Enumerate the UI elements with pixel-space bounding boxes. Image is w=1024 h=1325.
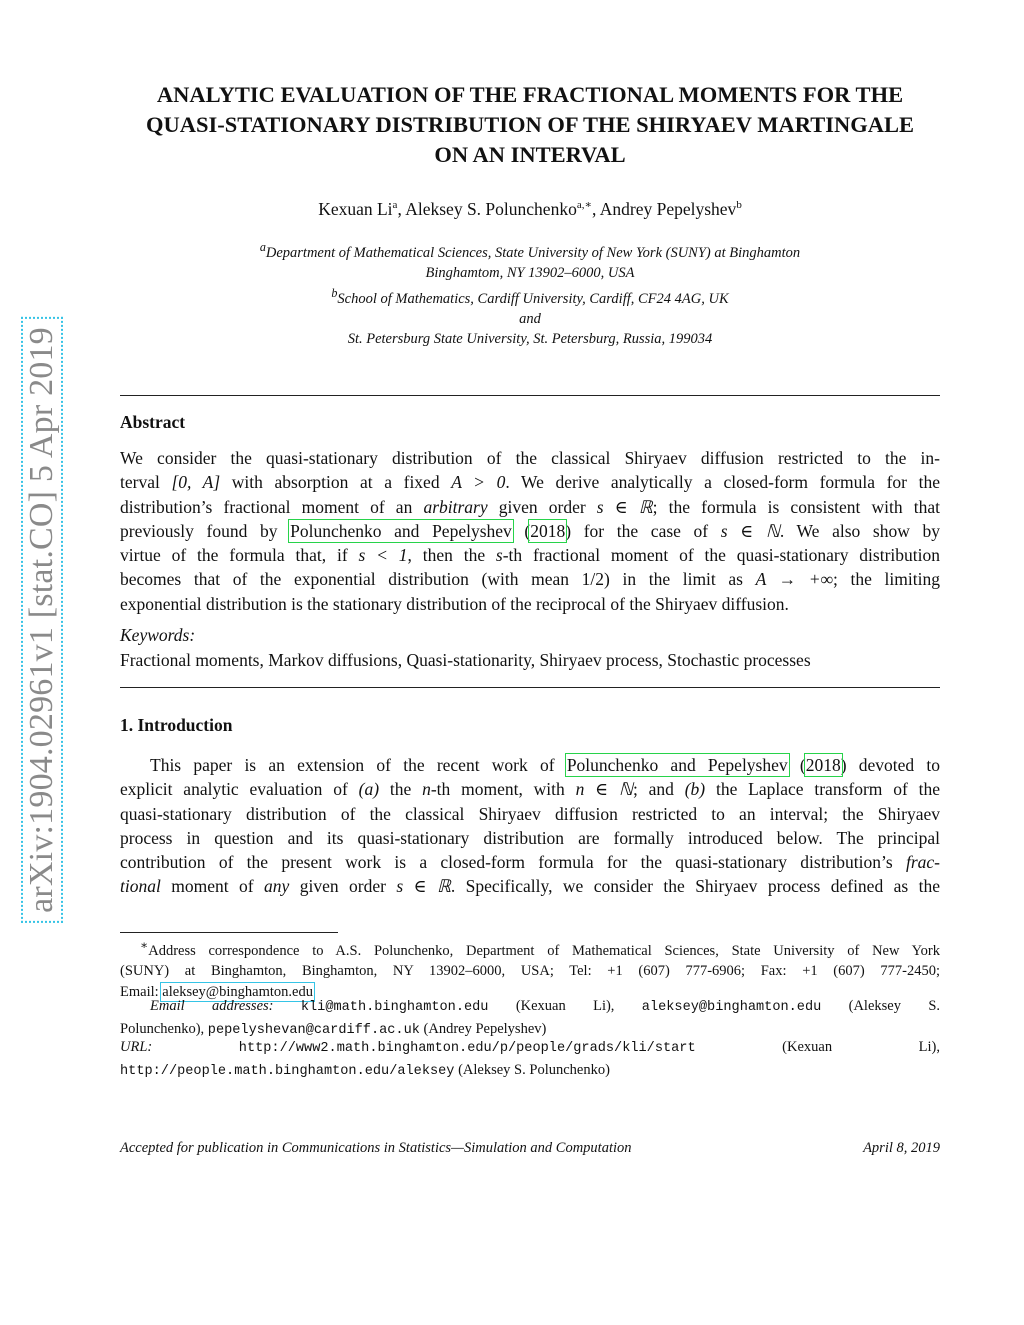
intro-line: contribution of the present work is a closed-form formula for the quasi-stationary distribution’s frac- [120,852,940,873]
affiliation-and: and [519,310,541,327]
affiliations [120,237,940,349]
paper-title [120,80,940,170]
title-line-1: ANALYTIC EVALUATION OF THE FRACTIONAL MOMENTS FOR THE [156,82,904,107]
keywords-label: Keywords: [120,625,196,645]
footnote-rule [120,932,338,933]
abstract-line: becomes that of the exponential distribution (with mean 1/2) in the limit as A → +∞; the limiting [120,569,940,590]
abstract-heading: Abstract [120,412,186,432]
url-text[interactable]: http://people.math.binghamton.edu/aleksey [120,1063,455,1079]
email-text[interactable]: kli@math.binghamton.edu [300,1000,489,1015]
intro-heading: 1. Introduction [120,715,233,735]
citation-year-link[interactable]: 2018 [530,520,566,541]
footnote-line: (SUNY) at Binghamton, Binghamton, NY 13902–6000, USA; Tel: +1 (607) 777-6906; Fax: +1 (607) 777-2450; [120,963,940,980]
footnote-line: URL: http://www2.math.binghamton.edu/p/people/grads/kli/start (Kexuan Li), [120,1039,941,1056]
intro-line: quasi-stationary distribution of the classical Shiryaev diffusion restricted to an interval; the Shiryaev [120,803,940,824]
affiliation-b-second: St. Petersburg State University, St. Petersburg, Russia, 199034 [347,330,713,347]
footnote-line: Email: aleksey@binghamton.edu [120,983,313,1000]
intro-line: tional moment of any given order s ∈ ℝ. Specifically, we consider the Shiryaev process defined as the [120,876,940,897]
intro-line: process in question and its quasi-stationary distribution are formally introduced below. The principal [120,827,940,848]
footnote-correspondence [120,935,940,1002]
abstract-line: virtue of the formula that, if s < 1, then the s-th fractional moment of the quasi-stationary distribution [120,545,940,566]
email-text[interactable]: pepelyshevan@cardiff.ac.uk [207,1022,420,1038]
email-link[interactable]: aleksey@binghamton.edu [162,983,313,1000]
author-mark: b [736,199,742,211]
author-name: Kexuan Li [318,198,393,219]
affiliation-a [120,237,940,263]
abstract-line: terval [0, A] with absorption at a fixed A > 0. We derive analytically a closed-form formula for the [120,472,941,493]
citation-link[interactable]: Polunchenko and Pepelyshev [290,520,512,541]
author-mark: a,∗ [576,199,592,211]
abstract-top-rule [120,395,940,396]
footer-journal: Accepted for publication in Communications in Statistics—Simulation and Computation [120,1140,632,1156]
footnote-line: ∗Address correspondence to A.S. Polunchenko, Department of Mathematical Sciences, State University of New York [140,938,940,959]
abstract-line: exponential distribution is the stationary distribution of the reciprocal of the Shiryaev diffusion. [120,593,789,614]
intro-body [120,753,940,899]
title-line-3: ON AN INTERVAL [434,142,626,167]
abstract-line: previously found by Polunchenko and Pepelyshev (2018) for the case of s ∈ ℕ. We also show by [120,520,940,541]
email-text[interactable]: aleksey@binghamton.edu [641,1000,822,1015]
author-mark: a [392,199,398,211]
affiliation-text: Department of Mathematical Sciences, State University of New York (SUNY) at Binghamton [265,244,801,261]
footer-date: April 8, 2019 [863,1140,940,1156]
intro-line: explicit analytic evaluation of (a) the n-th moment, with n ∈ ℕ; and (b) the Laplace transform of the [120,779,940,800]
keywords-text: Fractional moments, Markov diffusions, Quasi-stationarity, Shiryaev process, Stochastic processes [120,650,811,670]
intro-line: This paper is an extension of the recent work of Polunchenko and Pepelyshev (2018) devoted to [150,755,941,775]
footnote-line: Email addresses: kli@math.binghamton.edu (Kexuan Li), aleksey@binghamton.edu (Aleksey S. [150,998,941,1015]
footnote-line: Polunchenko), pepelyshevan@cardiff.ac.uk (Andrey Pepelyshev) [120,1020,547,1038]
arxiv-stamp[interactable]: arXiv:1904.02961v1 [stat.CO] 5 Apr 2019 [21,317,63,923]
affiliation-b [120,283,940,309]
abstract-line: We consider the quasi-stationary distribution of the classical Shiryaev diffusion restricted to the in- [120,448,940,468]
affiliation-mark: a [259,240,266,254]
abstract-line: distribution’s fractional moment of an arbitrary given order s ∈ ℝ; the formula is consistent with that [120,496,941,517]
affiliation-text: School of Mathematics, Cardiff University, Cardiff, CF24 4AG, UK [337,290,729,307]
author-list: Kexuan Li$^a$, Aleksey S. Polunchenko$^{a,∗}$, Andrey Pepelyshev$^b$ [318,198,742,219]
citation-link[interactable]: Polunchenko and Pepelyshev [566,755,788,775]
abstract-bottom-rule [120,687,940,688]
citation-year-link[interactable]: 2018 [805,755,841,775]
affiliation-a-city: Binghamtom, NY 13902–6000, USA [425,264,635,281]
author-name: Aleksey S. Polunchenko [405,198,577,219]
abstract-body [120,446,940,616]
author-name: Andrey Pepelyshev [599,198,737,219]
footnote-urls [120,1037,940,1082]
url-text[interactable]: http://www2.math.binghamton.edu/p/people/grads/kli/start [238,1041,696,1056]
footnote-emails [120,996,940,1041]
footnote-line: http://people.math.binghamton.edu/aleksey (Aleksey S. Polunchenko) [120,1061,610,1079]
affiliation-mark: b [331,285,338,300]
title-line-2: QUASI-STATIONARY DISTRIBUTION OF THE SHIRYAEV MARTINGALE [146,112,914,137]
